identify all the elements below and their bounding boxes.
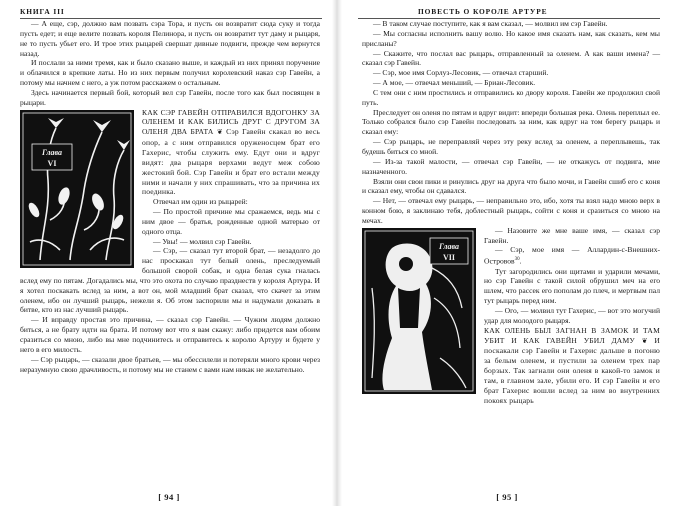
paragraph: — Увы! — молвил сэр Гавейн.	[153, 236, 252, 246]
right-page	[342, 0, 672, 506]
running-head-left: КНИГА III	[20, 7, 65, 16]
chapter-label: Глава	[41, 147, 63, 157]
book-gutter	[332, 0, 342, 506]
floral-woodcut-icon	[20, 110, 134, 268]
paragraph: — А мое, — отвечал меньший, — Бриан-Лесовик.	[373, 78, 536, 88]
paragraph: — По простой причине мы сражаемся, ведь мы с ним двое — братья, рожденные одной матерью от одного отца.	[142, 207, 320, 236]
paragraph: — И вправду простая это причина, — сказал сэр Гавейн. — Чужим людям должно биться, а не брату идти на брата. И потому вот что я вам скажу: либо придется вам обоим сразиться со мною, либо вы мне подчинитесь и отправитесь к королю Артуру и будете у него в его милость.	[20, 315, 320, 354]
paragraph: Сэр Гавейн скакал во весь опор, а с ним отправился оруженосцем брат его Гахерис, чтобы служить ему. Едут они и вдруг видят: два рыцаря верхами ведут меж собою жестокий бой. Сэр Гавейн и брат его встали между ними и начали у них спрашивать, что за причина их поединка.	[142, 127, 321, 197]
page-body	[20, 19, 320, 374]
knight-woodcut-icon	[362, 228, 476, 394]
paragraph: — Скажите, что послал вас рыцарь, отправленный за оленем. А как ваши имена? — сказал сэр Гавейн.	[362, 48, 660, 68]
paragraph: — В таком случае поступите, как я вам сказал, — молвил им сэр Гавейн.	[373, 19, 608, 28]
paragraph: — Сэр, мое имя — Аллардин-с-Внешних-Островов	[484, 245, 660, 266]
chapter-label: Глава	[438, 241, 460, 251]
paragraph: Взяли они свои пики и ринулись друг на друга что было мочи, и Гавейн сшиб его с коня и сказал ему, чтобы он сдавался.	[362, 176, 660, 196]
page-number: [ 94 ]	[158, 492, 180, 502]
page-body: — В таком случае поступите, как я вам сказал, — молвил им сэр Гавейн. — Мы согласны исполнить вашу волю. Но какое имя сказать нам, как сказать, кем мы присланы? — Скажите, что послал вас рыцарь, отправленный за оленем. А как ваши имена? — сказал сэр Гавейн. — Сэр, мое имя Сорлуз-Лесовик, — отвечал старший. — А мое, — отвечал меньший, — Бриан-Лесовик. С тем они с ним простились и отправились ко двору короля. Гавейн же продолжил свой путь. Преследует он оленя по пятам и вдруг видит: впереди большая река. Олень переплыл ее. Только собрался было сэр Гавейн последовать за ним, как вдруг на том берегу рыцарь и сказал ему: — Сэр рыцарь, не переправляй через эту реку вслед за оленем, а переплывешь, так будешь биться со мной. — Из-за такой малости, — отвечал сэр Гавейн, — не откажусь от подвига, мне назначенного. Взяли они свои пики и ринулись друг на друга что было мочи, и Гавейн сшиб его с коня и сказал ему, чтобы он сдавался. — Нет, — отвечал ему рыцарь, — неправильно это, ибо, хотя ты взял надо мною верх в конном бою, я заклинаю тебя, доблестный рыцарь, сойти с коня и сразиться со мною на мечах. Глава VII — Назовите же мне ваше имя, — сказал сэр Гавейн. — Сэр, мое имя — Аллардин-с-Внешних-Островов$^{30}$. Тут загородились они щитами и ударили мечами, но сэр Гавейн с такой силой обрушил меч на его шлем, что рассек его пополам до плеч, и мертвым пал тут рыцарь перед ним. — Ого, — молвил тут Гахерис, — вот это могучий удар для молодого рыцаря. КАК ОЛЕНЬ БЫЛ ЗАГНАН В ЗАМОК И ТАМ УБИТ И КАК ГАВЕЙН УБИЛ ДАМУ ❦ И поскакали сэр Гавейн и Гахерис дальше в погоню за белым оленем, и пустили за оленем трех пар борзых. Так загнали они оленя в какой-то замок и там, в главном зале, убили его. И сэр Гавейн и его брат Гахерис вошли вслед за ним во внутренних покоях рыцарь	[362, 19, 660, 405]
paragraph: — Сэр, мое имя Сорлуз-Лесовик, — отвечал старший.	[373, 68, 549, 78]
chapter-numeral: VII	[442, 252, 456, 262]
paragraph: — Мы согласны исполнить вашу волю. Но какое имя сказать нам, как сказать, кем мы присланы?	[362, 28, 660, 48]
chapter-numeral: VI	[47, 158, 57, 168]
woodcut-illustration	[362, 228, 476, 394]
paragraph: Здесь начинается первый бой, который вел сэр Гавейн, после того как был посвящен в рыцари.	[20, 87, 320, 107]
paragraph: — Сэр рыцарь, — сказали двое братьев, — мы обессилели и потеряли много крови через неразумную свою драчливость, и потому мы не станем с вами нам никак не желательно.	[20, 354, 320, 374]
footnote-mark: 30	[514, 257, 520, 263]
paragraph: — Из-за такой малости, — отвечал сэр Гавейн, — не откажусь от подвига, мне назначенного.	[362, 156, 660, 176]
ornament-icon: ❦	[641, 336, 648, 345]
woodcut-illustration	[20, 110, 134, 268]
running-head	[20, 7, 322, 19]
paragraph: — Назовите же мне ваше имя, — сказал сэр Гавейн.	[484, 225, 660, 245]
chapter-heading: КАК ОЛЕНЬ БЫЛ ЗАГНАН В ЗАМОК И ТАМ УБИТ И КАК ГАВЕЙН УБИЛ ДАМУ	[484, 325, 660, 345]
chapter-heading: КАК СЭР ГАВЕЙН ОТПРАВИЛСЯ ВДОГОНКУ ЗА ОЛЕНЕМ И КАК БИЛИСЬ ДРУГ С ДРУГОМ ЗА ОЛЕНЯ ДВА БРАТА	[142, 107, 320, 137]
paragraph: Преследует он оленя по пятам и вдруг видит: впереди большая река. Олень переплыл ее. Только собрался было сэр Гавейн последовать за ним, как вдруг на том берегу рыцарь и сказал ему:	[362, 107, 660, 137]
paragraph: Отвечал им один из рыцарей:	[153, 197, 248, 207]
paragraph: — Сэр рыцарь, не переправляй через эту реку вслед за оленем, а переплывешь, так будешь биться со мной.	[362, 137, 660, 156]
paragraph: — А еще, сэр, должно вам позвать сэра Тора, и пусть он возвратит сюда суку и тогда пусть едет; и еще велите позвать короля Пелинора, и пусть он возвратит тут даму и рыцаря, не то пусть убьет его. И трое этих рыцарей свершат дивные подвиги, прежде чем вернутся назад.	[20, 19, 320, 58]
paragraph: — Нет, — отвечал ему рыцарь, — неправильно это, ибо, хотя ты взял надо мною верх в конном бою, я заклинаю тебя, доблестный рыцарь, сойти с коня и сразиться со мною на мечах.	[362, 196, 660, 225]
paragraph: — Сэр, — сказал тут второй брат, — незадолго до нас проскакал тут белый олень, преследуемый большой сворой собак, и одна белая сука гналась вслед ему по пятам. Догадались мы, что это охота по случаю празднеств у короля Артура. И я хотел поскакать вслед за ним, а вот он, мой младший брат сказал, что скачет за этим оленем, ибо он лучший рыцарь, нежели я. Об этом заспорили мы и надумали доказать в битве, кто из нас лучший рыцарь.	[20, 246, 320, 315]
left-page	[4, 0, 334, 506]
running-head-right: ПОВЕСТЬ О КОРОЛЕ АРТУРЕ	[418, 7, 548, 16]
paragraph: Тут загородились они щитами и ударили мечами, но сэр Гавейн с такой силой обрушил меч на его шлем, что рассек его пополам до плеч, и мертвым пал тут рыцарь перед ним.	[484, 266, 660, 306]
paragraph: — Ого, — молвил тут Гахерис, — вот это могучий удар для молодого рыцаря.	[484, 305, 660, 325]
running-head	[358, 7, 660, 19]
ornament-icon: ❦	[216, 128, 223, 137]
paragraph: И послали за ними тремя, как и было сказано выше, и каждый из них принял поручение и облачился в крепкие латы. Но из них первым получил королевский наказ сэр Гавейн, а потому мы начнем с него, а уж потом расскажем о остальным.	[20, 58, 320, 88]
paragraph: С тем они с ним простились и отправились ко двору короля. Гавейн же продолжил свой путь.	[362, 87, 660, 107]
paragraph: И поскакали сэр Гавейн и Гахерис дальше в погоню за белым оленем, и пустили за оленем трех пар борзых. Так загнали они оленя в какой-то замок и там, в главном зале, убили его. И сэр Гавейн и его брат Гахерис вошли вслед за ним во внутренних покоях рыцарь	[484, 335, 660, 405]
page-number: [ 95 ]	[496, 492, 518, 502]
